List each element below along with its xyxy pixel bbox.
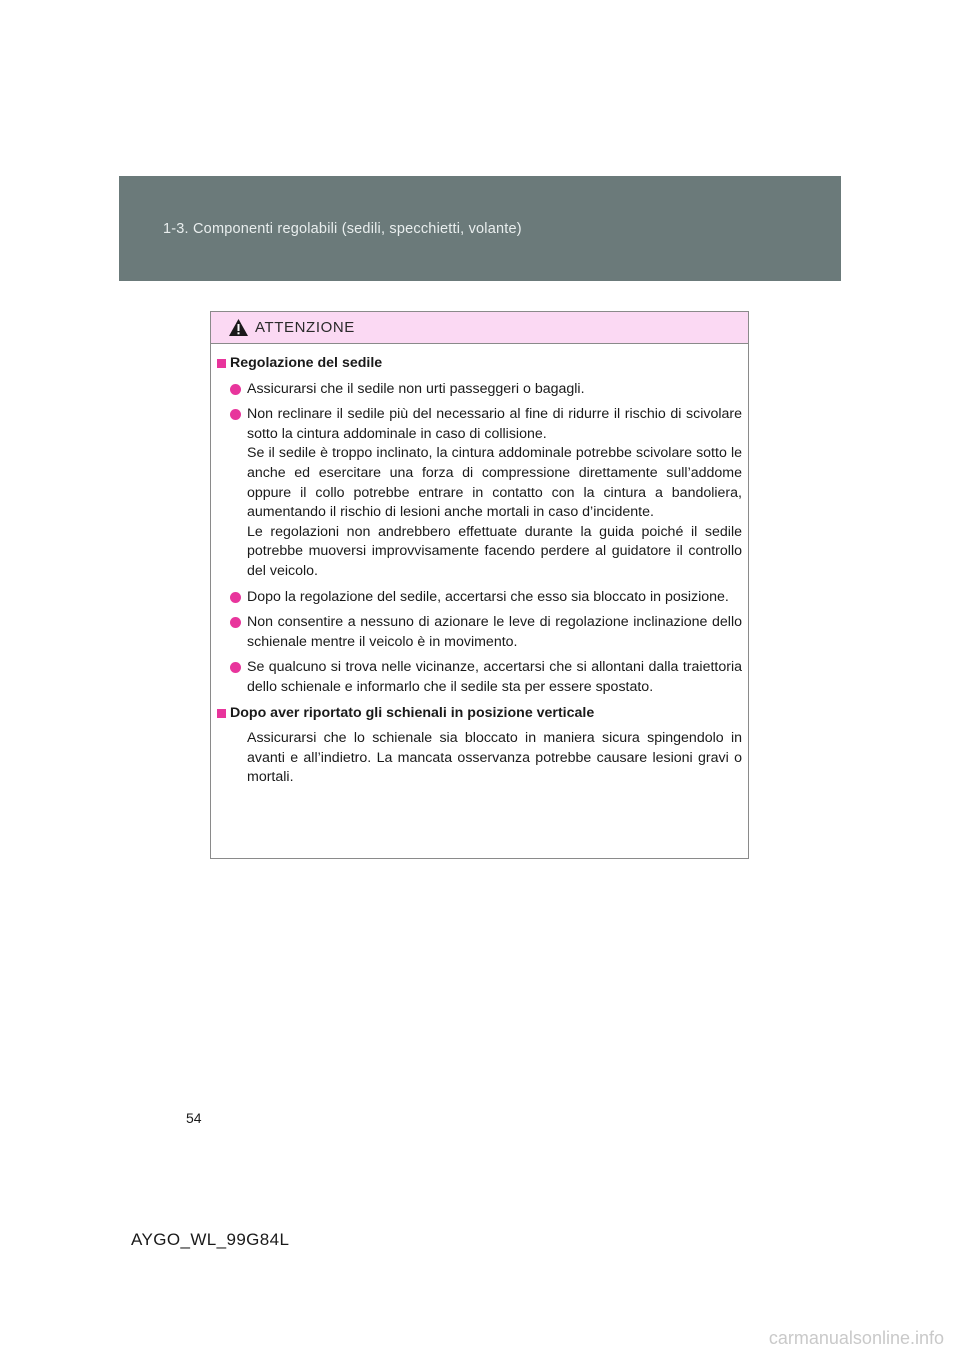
warning-title: ATTENZIONE — [255, 319, 355, 336]
item-text: Se il sedile è troppo inclinato, la cintura addominale potrebbe scivolare sotto le anche ed esercitare una forza di compressione direttamente sull’addome oppure il collo potrebbe entrare in contatto con la cintura a bandoliera, aumentando il rischio di lesioni anche mortali in caso d’incidente. — [247, 445, 742, 521]
section-text: Assicurarsi che lo schienale sia bloccato in maniera sicura spingendolo in avanti e all’indietro. La mancata osservanza potrebbe causare lesioni gravi o mortali. — [247, 730, 742, 786]
watermark: carmanualsonline.info — [768, 1328, 944, 1348]
section-heading-backrest-upright: Dopo aver riportato gli schienali in posizione verticale — [217, 704, 742, 724]
document-code: AYGO_WL_99G84L — [131, 1230, 290, 1249]
page-number: 54 — [186, 1110, 202, 1126]
warning-item — [217, 380, 742, 400]
item-text: Le regolazioni non andrebbero effettuate durante la guida poiché il sedile potrebbe muoversi improvvisamente facendo perdere al guidatore il controllo del veicolo. — [247, 523, 742, 579]
item-text: Se qualcuno si trova nelle vicinanze, accertarsi che si allontani dalla traiettoria dello schienale e informarlo che il sedile sta per essere spostato. — [247, 659, 742, 695]
round-bullet-icon — [230, 662, 241, 673]
item-text: Assicurarsi che il sedile non urti passeggeri o bagagli. — [247, 380, 585, 397]
item-text: Non reclinare il sedile più del necessario al fine di ridurre il rischio di scivolare sotto la cintura addominale in caso di collisione. — [247, 406, 742, 442]
square-bullet-icon — [217, 359, 226, 368]
round-bullet-icon — [230, 384, 241, 395]
section-heading-seat-adjustment: Regolazione del sedile — [217, 354, 742, 374]
warning-body — [211, 344, 748, 788]
warning-item — [217, 613, 742, 652]
square-bullet-icon — [217, 709, 226, 718]
warning-item — [217, 658, 742, 697]
chapter-header-band — [119, 176, 841, 281]
item-text: Dopo la regolazione del sedile, accertarsi che esso sia bloccato in posizione. — [247, 588, 729, 605]
item-text: Non consentire a nessuno di azionare le leve di regolazione inclinazione dello schienale mentre il veicolo è in movimento. — [247, 614, 742, 650]
warning-header — [211, 312, 748, 344]
warning-box — [210, 311, 749, 859]
round-bullet-icon — [230, 617, 241, 628]
round-bullet-icon — [230, 409, 241, 420]
warning-triangle-icon — [228, 318, 249, 337]
round-bullet-icon — [230, 592, 241, 603]
warning-item — [217, 588, 742, 608]
chapter-title: 1-3. Componenti regolabili (sedili, specchietti, volante) — [163, 221, 522, 237]
warning-item — [217, 405, 742, 581]
